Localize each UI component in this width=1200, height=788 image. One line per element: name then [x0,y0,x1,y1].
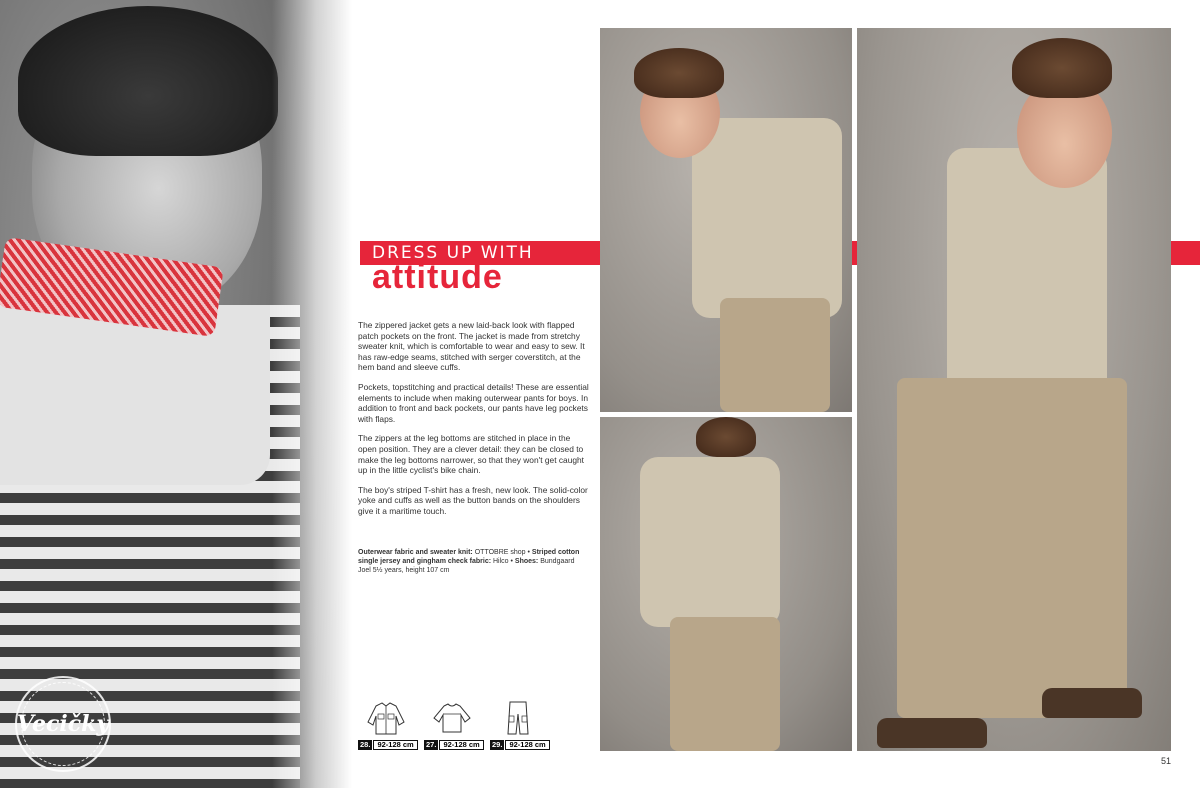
grunge-edge [272,0,352,788]
boy-hair [1012,38,1112,98]
credits-block [358,548,590,575]
paragraph: The boy's striped T-shirt has a fresh, new look. The solid-color yoke and cuffs as well as the button bands on the shoulders give it a maritime touch. [358,484,588,516]
red-bar-right [1171,241,1200,265]
pants [670,617,780,751]
paragraph: The zippered jacket gets a new laid-back look with flapped patch pockets on the front. The jacket is made from stretchy sweater knit, which is comfortable to wear and easy to sew. It has raw-edge seams, stitched with serger coverstitch, at the hem band and sleeve cuffs. [358,320,585,373]
logo-text: Vecičky [16,711,110,737]
watermark-logo [15,676,111,772]
page-number: 51 [1160,756,1171,766]
model-info: Joel 5½ years, height 107 cm [358,567,450,574]
pattern-size: 92-128 cm [439,740,483,750]
credit-separator: • [510,558,513,565]
pattern-item [358,700,422,750]
pattern-number: 29. [492,740,503,749]
photo-right-full [857,28,1171,751]
pattern-item [490,700,554,750]
pants-sketch-icon [498,700,538,736]
credit-label: Shoes: [514,558,539,565]
credit-label: Outerwear fabric and sweater knit: [358,549,473,556]
pattern-number: 27. [426,740,437,749]
pattern-item [424,700,488,750]
pattern-list [358,700,558,750]
jacket [947,148,1107,398]
article-body [358,320,590,526]
right-shoe [1042,688,1142,718]
credit-label: Striped cotton single jersey and gingham check fabric: [358,549,580,565]
shirt-yoke [0,305,270,485]
photo-bottom-left [600,417,852,751]
credit-separator: • [527,549,530,556]
heading-line1: DRESS UP WITH [372,243,534,263]
credit-value: Bundgaard [540,558,575,565]
pattern-size: 92-128 cm [373,740,417,750]
paragraph: The zippers at the leg bottoms are stitched in place in the open position. They are a clever detail: they can be closed to make the leg bottoms narrower, so that they won't get caught up in the little cyclist's bike chain. [358,433,584,476]
jacket [640,457,780,627]
jacket-sketch-icon [366,700,406,736]
paragraph: Pockets, topstitching and practical details! These are essential elements to include when making outerwear pants for boys. In addition to front and back pockets, our pants have leg pockets with flaps. [358,381,589,424]
left-bw-photo [0,0,352,788]
photo-top-left [600,28,852,412]
credit-value: OTTOBRE shop [474,549,526,556]
boy-hair [18,6,278,156]
pattern-size: 92-128 cm [505,740,549,750]
boy-hair [696,417,756,457]
credit-value: Hilco [493,558,509,565]
boy-hair [634,48,724,98]
tshirt-sketch-icon [432,700,472,736]
left-shoe [877,718,987,748]
jacket [692,118,842,318]
heading-line2: attitude [372,258,503,296]
pants [897,378,1127,718]
pattern-number: 28. [360,740,371,749]
pants [720,298,830,412]
